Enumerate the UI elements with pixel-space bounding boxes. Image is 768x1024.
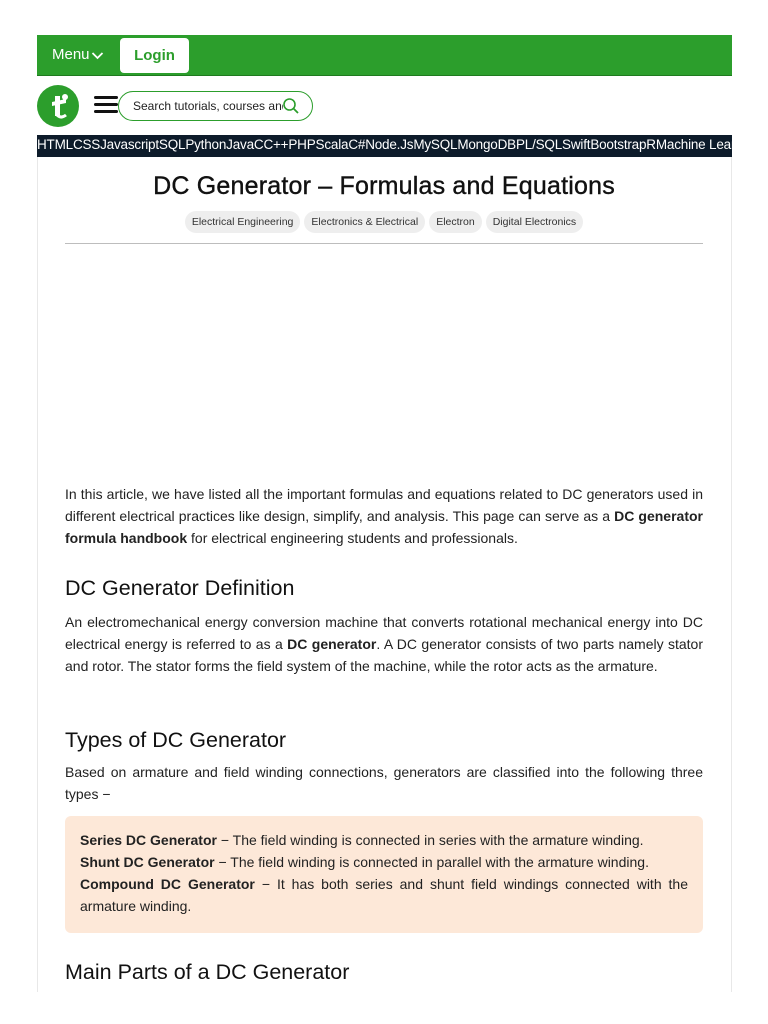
topic-link[interactable]: C++ bbox=[263, 137, 289, 152]
definition-paragraph bbox=[65, 611, 703, 677]
topic-link[interactable]: Javascript bbox=[100, 137, 159, 152]
topic-link[interactable]: Python bbox=[185, 137, 227, 152]
search-icon[interactable] bbox=[282, 97, 300, 115]
intro-text: In this article, we have listed all the important formulas and equations related to DC generators used in different electrical practices like design, simplify, and analysis. This page can serve as a bbox=[65, 486, 703, 524]
topic-link[interactable]: Swift bbox=[562, 137, 591, 152]
topic-link[interactable]: MongoDB bbox=[457, 137, 516, 152]
topic-link[interactable]: R bbox=[646, 137, 656, 152]
type-name: Compound DC Generator bbox=[80, 876, 255, 892]
definition-text: An electromechanical energy conversion machine that converts rotational mechanical energy into DC electrical energy is referred to as a bbox=[65, 614, 703, 652]
topic-link[interactable]: C bbox=[253, 137, 264, 152]
type-description: − The field winding is connected in series with the armature winding. bbox=[216, 832, 644, 848]
page-title: DC Generator – Formulas and Equations bbox=[153, 172, 615, 200]
list-item bbox=[80, 873, 688, 917]
login-button[interactable]: Login bbox=[120, 38, 189, 73]
brand-logo-icon[interactable] bbox=[37, 85, 79, 127]
topic-link[interactable]: PL/SQL bbox=[515, 137, 563, 152]
topic-link[interactable]: Java bbox=[226, 137, 254, 152]
intro-paragraph bbox=[65, 483, 703, 549]
hamburger-icon[interactable] bbox=[94, 96, 118, 114]
topic-link[interactable]: MySQL bbox=[413, 137, 458, 152]
menu-button[interactable] bbox=[52, 35, 104, 75]
title-divider bbox=[65, 243, 703, 244]
search-box bbox=[118, 91, 313, 121]
list-item bbox=[80, 829, 688, 851]
main-parts-heading: Main Parts of a DC Generator bbox=[65, 960, 350, 984]
definition-heading: DC Generator Definition bbox=[65, 576, 295, 600]
topic-link[interactable]: Node.Js bbox=[365, 137, 414, 152]
topic-link[interactable]: Scala bbox=[315, 137, 349, 152]
top-nav-bar bbox=[37, 35, 732, 76]
tag-list bbox=[0, 211, 768, 233]
intro-text-end: for electrical engineering students and professionals. bbox=[187, 530, 518, 546]
type-description: − The field winding is connected in parallel with the armature winding. bbox=[214, 854, 649, 870]
types-heading: Types of DC Generator bbox=[65, 728, 287, 752]
menu-label: Menu bbox=[52, 46, 90, 63]
search-input[interactable] bbox=[133, 92, 283, 119]
intro-bold-text: DC generator formula handbook bbox=[65, 508, 703, 546]
tag-chip[interactable]: Electrical Engineering bbox=[185, 211, 301, 233]
topic-link[interactable]: CSS bbox=[72, 137, 101, 152]
topic-link[interactable]: C# bbox=[348, 137, 366, 152]
tag-chip[interactable]: Digital Electronics bbox=[486, 211, 583, 233]
topic-link[interactable]: HTML bbox=[37, 137, 73, 152]
topic-link[interactable]: Machine Learning bbox=[655, 137, 760, 152]
tag-chip[interactable]: Electron bbox=[429, 211, 482, 233]
type-name: Shunt DC Generator bbox=[80, 854, 215, 870]
chevron-down-icon bbox=[91, 51, 104, 60]
topics-bar bbox=[37, 135, 760, 157]
tag-chip[interactable]: Electronics & Electrical bbox=[304, 211, 425, 233]
types-intro-paragraph: Based on armature and field winding connections, generators are classified into the following three types − bbox=[65, 764, 703, 802]
type-description: − It has both series and shunt field windings connected with the armature winding. bbox=[80, 876, 689, 914]
topic-link[interactable]: Bootstrap bbox=[590, 137, 647, 152]
topic-link[interactable]: PHP bbox=[288, 137, 316, 152]
type-name: Series DC Generator bbox=[80, 832, 217, 848]
topic-link[interactable]: SQL bbox=[158, 137, 186, 152]
types-note-box bbox=[65, 816, 703, 933]
list-item bbox=[80, 851, 688, 873]
definition-text-end: . A DC generator consists of two parts namely stator and rotor. The stator forms the field system of the machine, while the rotor acts as the armature. bbox=[65, 636, 703, 674]
definition-bold-text: DC generator bbox=[287, 636, 377, 652]
